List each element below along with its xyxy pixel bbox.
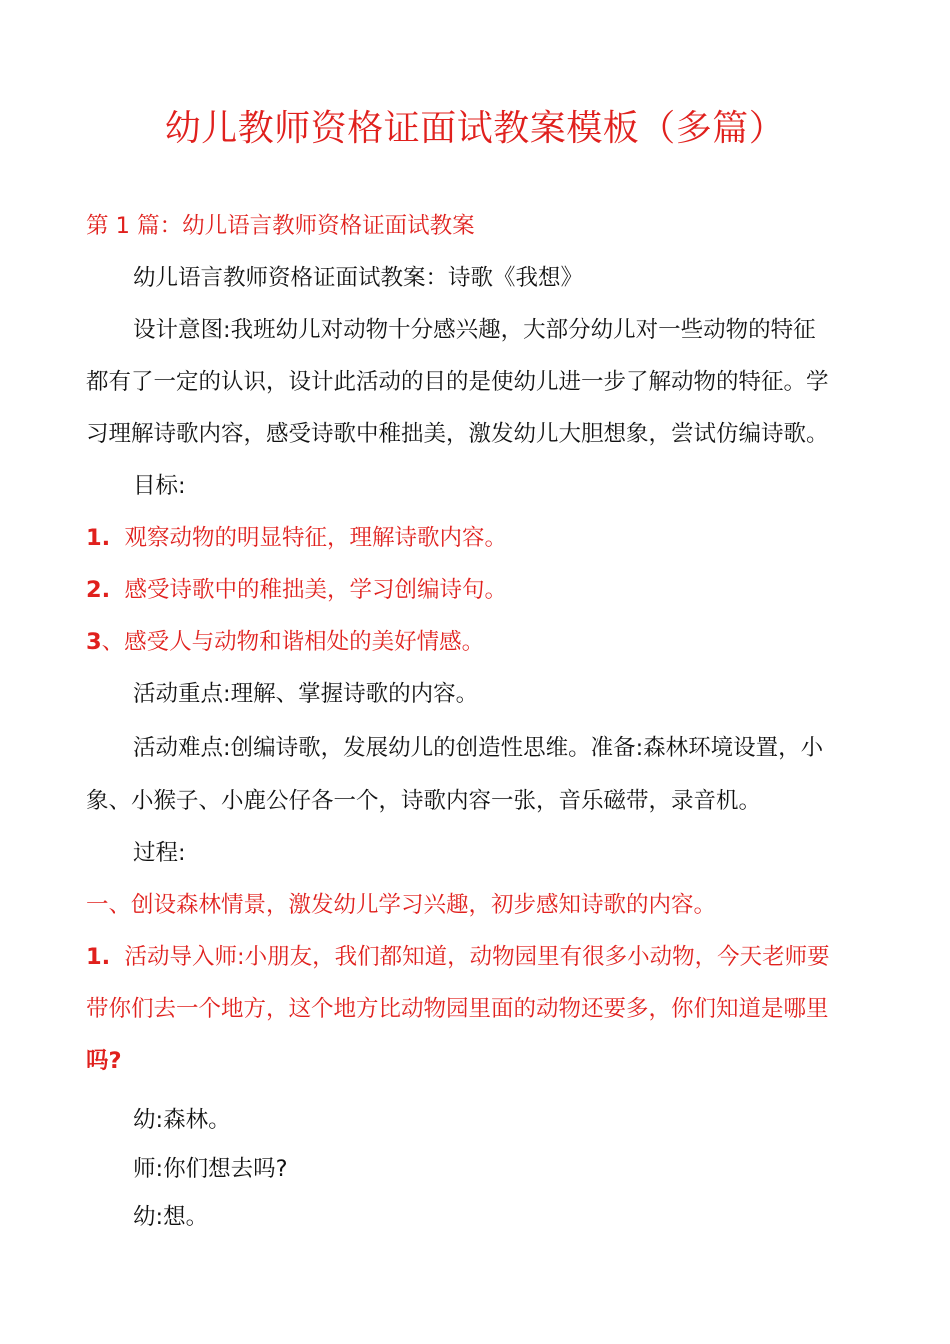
design-intent-line-2: 都有了一定的认识，设计此活动的目的是使幼儿进一步了解动物的特征。学 xyxy=(86,369,829,395)
process-label: 过程: xyxy=(133,840,186,866)
document-title: 幼儿教师资格证面试教案模板（多篇） xyxy=(164,108,786,149)
activity-intro-number: 1. xyxy=(86,944,111,970)
goals-label: 目标: xyxy=(133,473,186,499)
lesson-subtitle: 幼儿语言教师资格证面试教案：诗歌《我想》 xyxy=(133,265,584,291)
goal-text: 、感受人与动物和谐相处的美好情感。 xyxy=(101,629,485,655)
key-point: 活动重点:理解、掌握诗歌的内容。 xyxy=(133,681,479,707)
section-heading: 第 1 篇：幼儿语言教师资格证面试教案 xyxy=(86,213,475,239)
activity-intro-line-2: 带你们去一个地方，这个地方比动物园里面的动物还要多，你们知道是哪里 xyxy=(86,996,829,1022)
goal-item-2 xyxy=(86,574,866,606)
activity-intro-text: 活动导入师:小朋友，我们都知道，动物园里有很多小动物，今天老师要 xyxy=(124,944,830,970)
design-intent-line-1: 设计意图:我班幼儿对动物十分感兴趣，大部分幼儿对一些动物的特征 xyxy=(133,317,816,343)
goal-item-3 xyxy=(86,626,866,658)
goal-number: 3 xyxy=(86,629,102,655)
goal-text: 观察动物的明显特征，理解诗歌内容。 xyxy=(124,525,508,551)
difficulty-line-1: 活动难点:创编诗歌，发展幼儿的创造性思维。准备:森林环境设置，小 xyxy=(133,735,824,761)
goal-number: 2. xyxy=(86,577,111,603)
design-intent-line-3: 习理解诗歌内容，感受诗歌中稚拙美，激发幼儿大胆想象，尝试仿编诗歌。 xyxy=(86,421,829,447)
dialogue-line-2: 师:你们想去吗? xyxy=(133,1156,288,1182)
goal-item-1 xyxy=(86,522,866,554)
dialogue-line-1: 幼:森林。 xyxy=(133,1107,231,1133)
dialogue-line-3: 幼:想。 xyxy=(133,1204,209,1230)
goal-number: 1. xyxy=(86,525,111,551)
difficulty-line-2: 象、小猴子、小鹿公仔各一个，诗歌内容一张，音乐磁带，录音机。 xyxy=(86,788,762,814)
activity-intro-line-1 xyxy=(86,941,866,973)
step-one-heading: 一、创设森林情景，激发幼儿学习兴趣，初步感知诗歌的内容。 xyxy=(86,892,717,918)
activity-intro-line-3: 吗? xyxy=(86,1048,122,1074)
goal-text: 感受诗歌中的稚拙美，学习创编诗句。 xyxy=(124,577,508,603)
